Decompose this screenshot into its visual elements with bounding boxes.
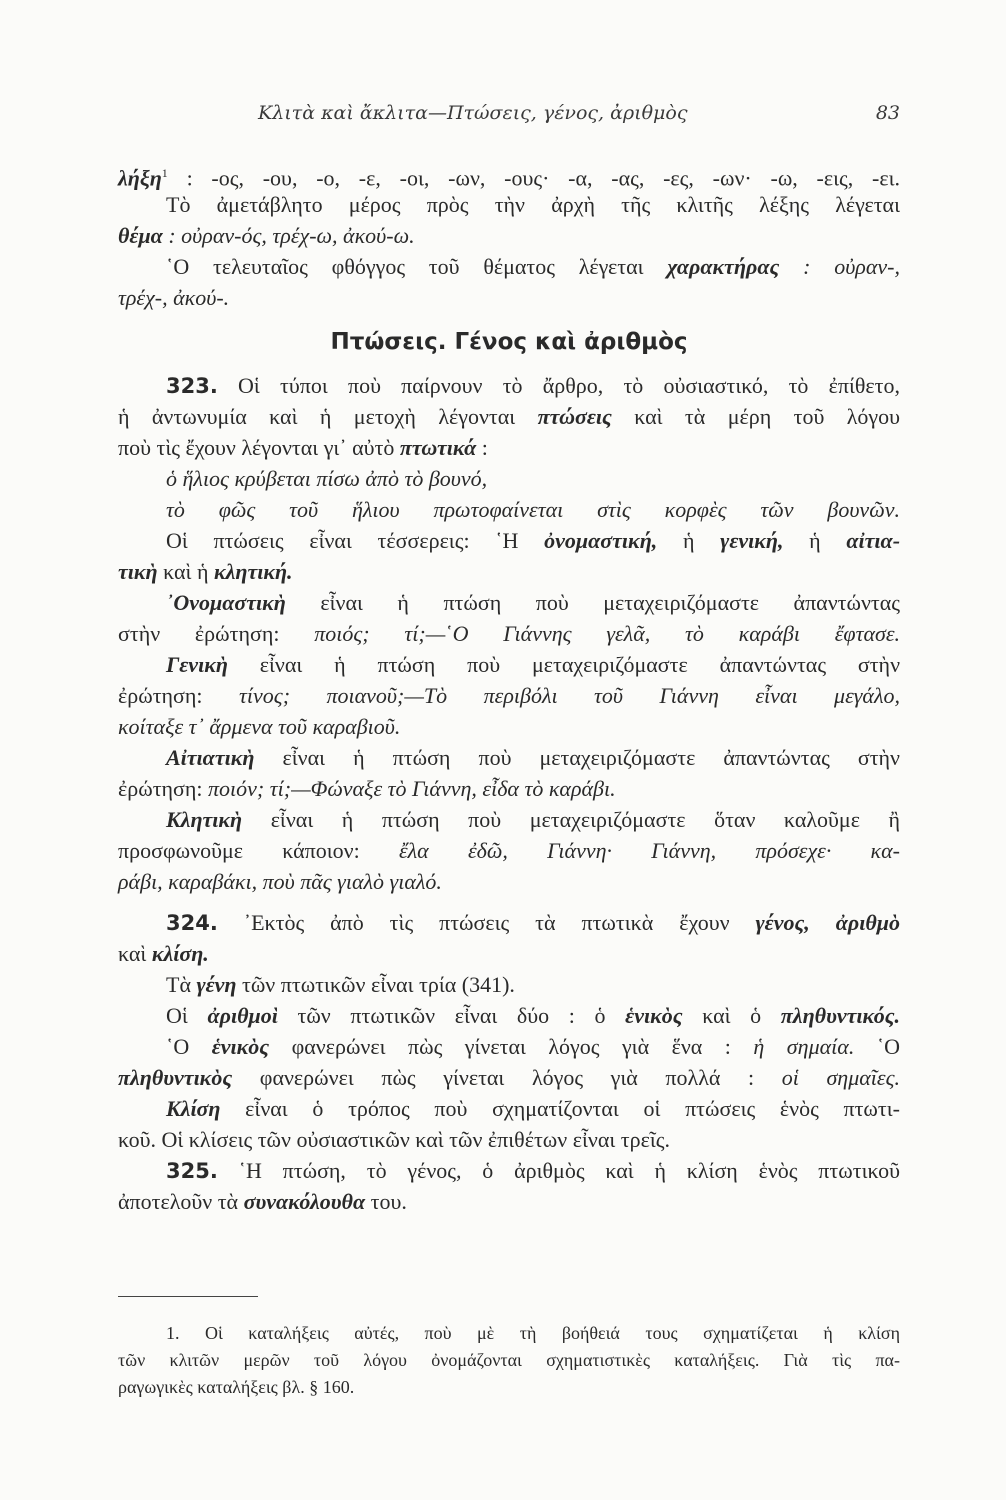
text-line: ἐρώτηση: ποιόν; τί;—Φώναξε τὸ Γιάννη, εἶδα τὸ καράβι. — [118, 776, 616, 801]
running-header — [258, 102, 900, 124]
text-line: ᾽Ονομαστικὴ εἶναι ἡ πτώση ποὺ μεταχειριζόμαστε ἀπαντώντας — [166, 590, 900, 615]
footnote — [118, 1320, 900, 1401]
text-line: τικὴ καὶ ἡ κλητική. — [118, 559, 293, 584]
text-line: 324. ᾽Εκτὸς ἀπὸ τὶς πτώσεις τὰ πτωτικὰ ἔχουν γένος, ἀριθμὸ — [166, 910, 900, 935]
text-line: Κλίση εἶναι ὁ τρόπος ποὺ σχηματίζονται οἱ πτώσεις ἑνὸς πτωτι- — [166, 1096, 901, 1121]
footnote-line: ραγωγικὲς καταλήξεις βλ. § 160. — [118, 1377, 355, 1397]
section-number: 325. — [166, 1159, 218, 1183]
text-line: κοίταξε τ᾽ ἄρμενα τοῦ καραβιοῦ. — [118, 714, 401, 739]
text-line: ῾Ο ἑνικὸς φανερώνει πὼς γίνεται λόγος γιὰ ἕνα : ἡ σημαία. ῾Ο — [166, 1034, 901, 1059]
text-line: 323. Οἱ τύποι ποὺ παίρνουν τὸ ἄρθρο, τὸ οὐσιαστικό, τὸ ἐπίθετο, — [166, 373, 901, 398]
text-line: Κλητικὴ εἶναι ἡ πτώση ποὺ μεταχειριζόμαστε ὅταν καλοῦμε ἢ — [166, 807, 901, 832]
running-title: Κλιτὰ καὶ ἄκλιτα—Πτώσεις, γένος, ἀριθμὸς — [258, 102, 688, 124]
text-line: ἡ ἀντωνυμία καὶ ἡ μετοχὴ λέγονται πτώσεις καὶ τὰ μέρη τοῦ λόγου — [118, 404, 901, 429]
text-line: Γενικὴ εἶναι ἡ πτώση ποὺ μεταχειριζόμαστε ἀπαντώντας στὴν — [166, 652, 901, 677]
text-line: πληθυντικὸς φανερώνει πὼς γίνεται λόγος γιὰ πολλά : οἱ σημαῖες. — [118, 1065, 901, 1090]
text-line: ράβι, καραβάκι, ποὺ πᾶς γιαλὸ γιαλό. — [118, 869, 442, 894]
text-line: Οἱ πτώσεις εἶναι τέσσερεις: ῾Η ὀνομαστική, ἡ γενική, ἡ αἰτια- — [166, 528, 901, 553]
section-number: 323. — [166, 374, 218, 398]
text-line: ἐρώτηση: τίνος; ποιανοῦ;—Τὸ περιβόλι τοῦ Γιάννη εἶναι μεγάλο, — [118, 683, 901, 708]
text-line: τρέχ-, ἀκού-. — [118, 285, 230, 310]
text-line: στὴν ἐρώτηση: ποιός; τί;—῾Ο Γιάννης γελᾶ, τὸ καράβι ἔφτασε. — [118, 621, 901, 646]
page-number: 83 — [875, 102, 900, 124]
section-heading: Πτώσεις. Γένος καὶ ἀριθμὸς — [330, 329, 688, 355]
footnote-line: τῶν κλιτῶν μερῶν τοῦ λόγου ὀνομάζονται σχηματιστικὲς καταλήξεις. Γιὰ τὶς πα- — [118, 1350, 900, 1370]
text-line: ἀποτελοῦν τὰ συνακόλουθα του. — [118, 1189, 407, 1214]
text-line: 325. ῾Η πτώση, τὸ γένος, ὁ ἀριθμὸς καὶ ἡ κλίση ἑνὸς πτωτικοῦ — [166, 1158, 900, 1183]
footnote-rule — [118, 1296, 258, 1297]
text-line: Τὸ ἀμετάβλητο μέρος πρὸς τὴν ἀρχὴ τῆς κλιτῆς λέξης λέγεται — [166, 192, 900, 217]
text-line: ῾Ο τελευταῖος φθόγγος τοῦ θέματος λέγεται χαρακτήρας : οὐραν-, — [166, 254, 901, 279]
example-line: τὸ φῶς τοῦ ἥλιου πρωτοφαίνεται στὶς κορφὲς τῶν βουνῶν. — [166, 497, 900, 522]
text-line: θέμα : οὐραν-ός, τρέχ-ω, ἀκού-ω. — [118, 223, 415, 248]
text-line: κοῦ. Οἱ κλίσεις τῶν οὐσιαστικῶν καὶ τῶν ἐπιθέτων εἶναι τρεῖς. — [118, 1127, 670, 1152]
text-line: Αἰτιατικὴ εἶναι ἡ πτώση ποὺ μεταχειριζόμαστε ἀπαντώντας στὴν — [166, 745, 901, 770]
main-text — [118, 158, 900, 1217]
example-line: ὁ ἥλιος κρύβεται πίσω ἀπὸ τὸ βουνό, — [166, 466, 488, 491]
text-line: λήξη$^1$ : -ος, -ου, -ο, -ε, -οι, -ων, -ους· -α, -ας, -ες, -ων· -ω, -εις, -ει. — [118, 165, 900, 191]
text-line: προσφωνοῦμε κάποιον: ἔλα ἐδῶ, Γιάννη· Γιάννη, πρόσεχε· κα- — [118, 838, 900, 863]
text-line: Οἱ ἀριθμοὶ τῶν πτωτικῶν εἶναι δύο : ὁ ἑνικὸς καὶ ὁ πληθυντικός. — [166, 1003, 901, 1028]
footnote-line: 1. Οἱ καταλήξεις αὐτές, ποὺ μὲ τὴ βοήθειά τους σχηματίζεται ἡ κλίση — [166, 1323, 900, 1343]
text-line: Τὰ γένη τῶν πτωτικῶν εἶναι τρία (341). — [166, 972, 515, 997]
section-number: 324. — [166, 911, 218, 935]
text-line: καὶ κλίση. — [118, 941, 209, 966]
text-line: ποὺ τὶς ἔχουν λέγονται γι᾽ αὐτὸ πτωτικά : — [118, 435, 488, 460]
